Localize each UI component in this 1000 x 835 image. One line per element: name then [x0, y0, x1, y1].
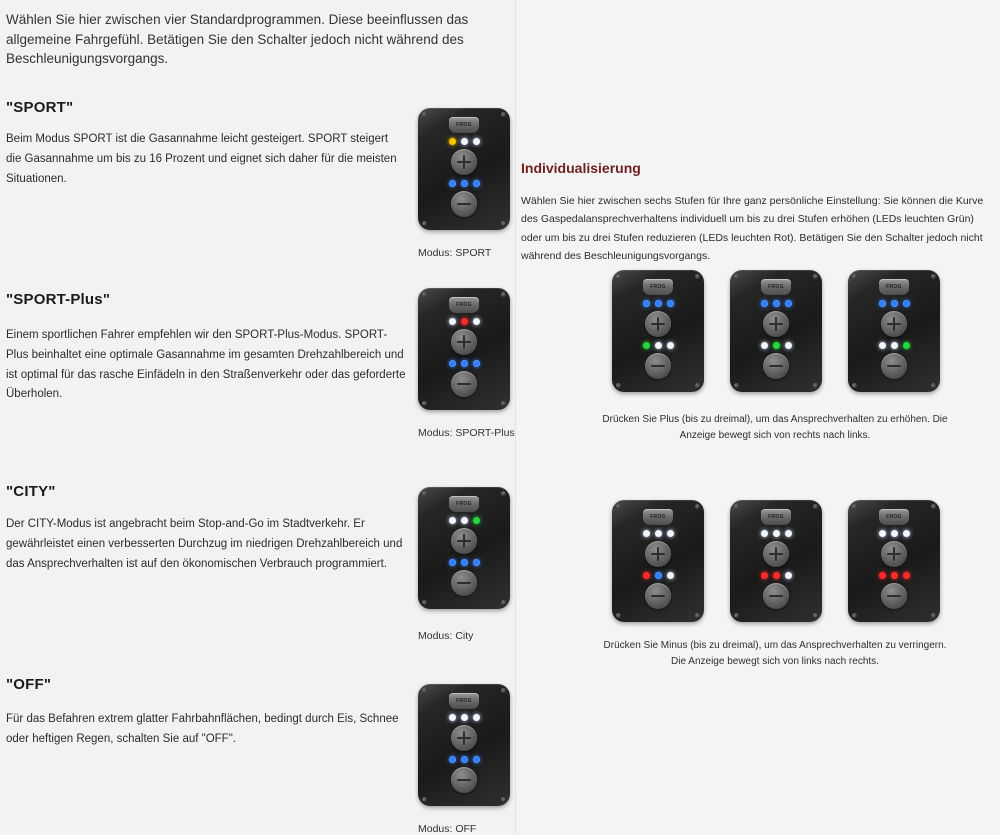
mode-body-sport: Beim Modus SPORT ist die Gasannahme leicht gesteigert. SPORT steigert die Gasannahme um bis zu 16 Prozent und eignet sich daher für die meisten Situationen.	[6, 133, 397, 185]
led-indicator	[473, 318, 480, 325]
screw-icon	[501, 491, 506, 496]
led-indicator	[891, 572, 898, 579]
led-indicator	[785, 300, 792, 307]
led-indicator	[473, 559, 480, 566]
screw-icon	[616, 274, 621, 279]
screw-icon	[501, 292, 506, 297]
mode-heading-off: "OFF"	[6, 676, 52, 693]
led-indicator	[461, 559, 468, 566]
mode-heading-city: "CITY"	[6, 483, 56, 500]
plus-button[interactable]	[763, 541, 789, 567]
led-indicator	[655, 300, 662, 307]
led-row-top	[433, 318, 495, 325]
screw-icon	[813, 504, 818, 509]
minus-button[interactable]	[763, 353, 789, 379]
device-logo: FROG	[449, 693, 479, 709]
caption-off: Modus: OFF	[418, 823, 477, 835]
led-indicator	[449, 714, 456, 721]
led-indicator	[449, 360, 456, 367]
led-indicator	[761, 300, 768, 307]
mode-body-off: Für das Befahren extrem glatter Fahrbahnflächen, bedingt durch Eis, Schnee oder heftigen Regen, schalten Sie auf "OFF".	[6, 713, 399, 745]
led-indicator	[473, 360, 480, 367]
screw-icon	[616, 383, 621, 388]
screw-icon	[695, 613, 700, 618]
led-indicator	[449, 318, 456, 325]
minus-button[interactable]	[451, 371, 477, 397]
led-indicator	[773, 572, 780, 579]
led-indicator	[655, 530, 662, 537]
device-off	[418, 684, 510, 806]
led-indicator	[473, 138, 480, 145]
led-indicator	[643, 572, 650, 579]
led-row-middle	[863, 342, 925, 349]
led-indicator	[773, 342, 780, 349]
led-indicator	[449, 138, 456, 145]
screw-icon	[813, 274, 818, 279]
plus-button[interactable]	[451, 149, 477, 175]
plus-button[interactable]	[451, 528, 477, 554]
led-indicator	[643, 342, 650, 349]
led-indicator	[461, 360, 468, 367]
screw-icon	[852, 383, 857, 388]
screw-icon	[422, 491, 427, 496]
led-row-middle	[433, 180, 495, 187]
screw-icon	[931, 274, 936, 279]
led-row-top	[433, 138, 495, 145]
screw-icon	[422, 688, 427, 693]
device-logo: FROG	[879, 279, 909, 295]
minus-button[interactable]	[451, 570, 477, 596]
screw-icon	[695, 504, 700, 509]
led-indicator	[773, 530, 780, 537]
plus-button[interactable]	[881, 311, 907, 337]
led-row-top	[863, 530, 925, 537]
led-indicator	[785, 342, 792, 349]
led-indicator	[449, 180, 456, 187]
led-indicator	[891, 530, 898, 537]
led-indicator	[879, 530, 886, 537]
screw-icon	[852, 504, 857, 509]
screw-icon	[931, 504, 936, 509]
led-indicator	[879, 300, 886, 307]
screw-icon	[695, 274, 700, 279]
led-row-middle	[433, 559, 495, 566]
screw-icon	[616, 504, 621, 509]
led-indicator	[667, 342, 674, 349]
device-sport	[418, 108, 510, 230]
led-row-middle	[745, 572, 807, 579]
device-city	[418, 487, 510, 609]
led-indicator	[785, 572, 792, 579]
led-indicator	[473, 517, 480, 524]
screw-icon	[695, 383, 700, 388]
mode-body-sport-plus: Einem sportlichen Fahrer empfehlen wir den SPORT-Plus-Modus. SPORT-Plus beinhaltet eine optimale Gasannahme im gesamten Drehzahlbereich und ist optimal für das rasche Einfädeln in den Straßenverkehr oder das geforderte Überholen.	[6, 329, 406, 401]
minus-button[interactable]	[451, 767, 477, 793]
led-indicator	[461, 318, 468, 325]
led-indicator	[785, 530, 792, 537]
led-indicator	[667, 572, 674, 579]
device-logo: FROG	[761, 279, 791, 295]
led-row-middle	[433, 360, 495, 367]
screw-icon	[422, 221, 427, 226]
led-row-middle	[745, 342, 807, 349]
screw-icon	[422, 401, 427, 406]
mode-heading-sport: "SPORT"	[6, 99, 74, 116]
led-indicator	[891, 342, 898, 349]
minus-button[interactable]	[645, 583, 671, 609]
led-row-top	[745, 530, 807, 537]
mode-body-city: Der CITY-Modus ist angebracht beim Stop-and-Go im Stadtverkehr. Er gewährleistet einen verbesserten Durchzug im niedrigen Drehzahlbereich und das Ansprechverhalten ist auf den ökonomischen Verbrauch programmiert.	[6, 518, 403, 570]
device-minus-step-1	[612, 500, 704, 622]
device-logo: FROG	[643, 509, 673, 525]
led-indicator	[667, 300, 674, 307]
screw-icon	[616, 613, 621, 618]
minus-button[interactable]	[881, 583, 907, 609]
led-row-top	[863, 300, 925, 307]
plus-button[interactable]	[645, 311, 671, 337]
led-indicator	[903, 530, 910, 537]
plus-instruction-caption: Drücken Sie Plus (bis zu dreimal), um das Ansprechverhalten zu erhöhen. Die Anzeige bewegt sich von rechts nach links.	[602, 414, 948, 441]
led-indicator	[461, 714, 468, 721]
led-indicator	[655, 342, 662, 349]
plus-button[interactable]	[763, 311, 789, 337]
led-indicator	[903, 572, 910, 579]
screw-icon	[501, 401, 506, 406]
screw-icon	[501, 221, 506, 226]
minus-button[interactable]	[763, 583, 789, 609]
device-logo: FROG	[879, 509, 909, 525]
screw-icon	[422, 797, 427, 802]
led-indicator	[473, 180, 480, 187]
led-indicator	[473, 756, 480, 763]
caption-city: Modus: City	[418, 630, 474, 642]
device-sport-plus	[418, 288, 510, 410]
screw-icon	[931, 613, 936, 618]
device-logo: FROG	[449, 117, 479, 133]
led-indicator	[449, 756, 456, 763]
led-row-top	[627, 300, 689, 307]
led-indicator	[761, 530, 768, 537]
led-indicator	[449, 559, 456, 566]
led-indicator	[903, 300, 910, 307]
device-logo: FROG	[761, 509, 791, 525]
device-plus-step-3	[848, 270, 940, 392]
plus-button[interactable]	[451, 725, 477, 751]
intro-paragraph: Wählen Sie hier zwischen vier Standardprogrammen. Diese beeinflussen das allgemeine Fahrgefühl. Betätigen Sie den Schalter jedoch nicht während des Beschleunigungsvorgangs.	[6, 12, 469, 67]
caption-sport-plus: Modus: SPORT-Plus	[418, 427, 515, 439]
individualization-title: Individualisierung	[521, 160, 641, 176]
screw-icon	[734, 504, 739, 509]
led-indicator	[761, 572, 768, 579]
led-row-top	[745, 300, 807, 307]
screw-icon	[852, 274, 857, 279]
minus-instruction-caption: Drücken Sie Minus (bis zu dreimal), um das Ansprechverhalten zu verringern. Die Anzeige bewegt sich von links nach rechts.	[603, 640, 947, 667]
led-indicator	[461, 517, 468, 524]
led-row-middle	[627, 572, 689, 579]
plus-button[interactable]	[881, 541, 907, 567]
minus-button[interactable]	[881, 353, 907, 379]
screw-icon	[734, 274, 739, 279]
individualization-body: Wählen Sie hier zwischen sechs Stufen für Ihre ganz persönliche Einstellung: Sie können die Kurve des Gaspedalansprechverhaltens individuell um bis zu drei Stufen erhöhen (LEDs leuchten Grün) oder um bis zu drei Stufen reduzieren (LEDs leuchten Rot). Betätigen Sie den Schalter jedoch nicht während des Beschleunigungsvorgangs.	[521, 195, 984, 263]
screw-icon	[852, 613, 857, 618]
screw-icon	[734, 383, 739, 388]
device-plus-step-2	[730, 270, 822, 392]
led-indicator	[667, 530, 674, 537]
led-indicator	[473, 714, 480, 721]
screw-icon	[422, 112, 427, 117]
device-logo: FROG	[449, 496, 479, 512]
screw-icon	[813, 613, 818, 618]
led-indicator	[461, 756, 468, 763]
device-minus-step-2	[730, 500, 822, 622]
screw-icon	[501, 112, 506, 117]
mode-heading-sport-plus: "SPORT-Plus"	[6, 291, 111, 308]
screw-icon	[501, 688, 506, 693]
led-row-top	[433, 517, 495, 524]
led-row-top	[433, 714, 495, 721]
led-indicator	[643, 300, 650, 307]
device-plus-step-1	[612, 270, 704, 392]
screw-icon	[501, 600, 506, 605]
plus-button[interactable]	[451, 329, 477, 355]
screw-icon	[931, 383, 936, 388]
led-indicator	[879, 342, 886, 349]
screw-icon	[813, 383, 818, 388]
screw-icon	[422, 600, 427, 605]
device-minus-step-3	[848, 500, 940, 622]
led-indicator	[891, 300, 898, 307]
led-indicator	[655, 572, 662, 579]
plus-button[interactable]	[645, 541, 671, 567]
led-indicator	[903, 342, 910, 349]
screw-icon	[422, 292, 427, 297]
screw-icon	[501, 797, 506, 802]
caption-sport: Modus: SPORT	[418, 247, 492, 259]
led-indicator	[461, 180, 468, 187]
led-row-middle	[433, 756, 495, 763]
led-indicator	[461, 138, 468, 145]
led-row-middle	[863, 572, 925, 579]
led-indicator	[879, 572, 886, 579]
minus-button[interactable]	[645, 353, 671, 379]
led-row-middle	[627, 342, 689, 349]
minus-button[interactable]	[451, 191, 477, 217]
led-indicator	[773, 300, 780, 307]
device-logo: FROG	[643, 279, 673, 295]
led-indicator	[761, 342, 768, 349]
device-logo: FROG	[449, 297, 479, 313]
led-row-top	[627, 530, 689, 537]
led-indicator	[643, 530, 650, 537]
screw-icon	[734, 613, 739, 618]
led-indicator	[449, 517, 456, 524]
